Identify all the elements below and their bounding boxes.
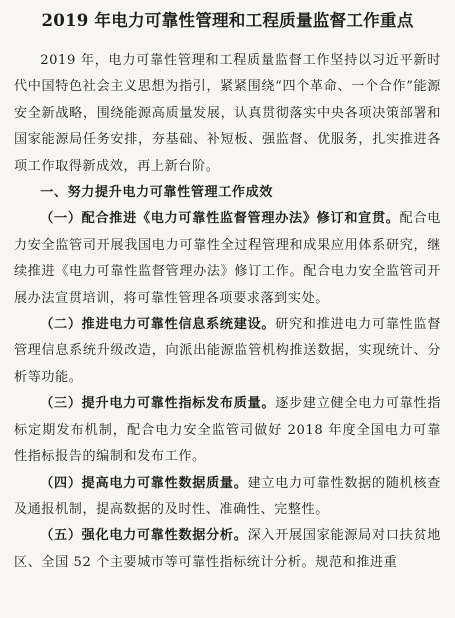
item-lead: （三）提升电力可靠性指标发布质量。 bbox=[40, 396, 276, 412]
item-lead: （五）强化电力可靠性数据分析。 bbox=[40, 528, 248, 544]
item-paragraph-4 bbox=[14, 471, 441, 524]
item-paragraph-1 bbox=[14, 206, 441, 312]
intro-paragraph: 2019 年，电力可靠性管理和工程质量监督工作坚持以习近平新时代中国特色社会主义思想为指引，紧紧围绕“四个革命、一个合作”能源安全新战略，围绕能源高质量发展，认真贯彻落实中央各项决策部署和国家能源局任务安排，夯基础、补短板、强监督、优服务，扎实推进各项工作取得新成效，再上新台阶。 bbox=[14, 53, 441, 174]
item-body: 建立电力可靠性数据的随机核查及通报机制，提高数据的及时性、准确性、完整性。 bbox=[14, 475, 442, 517]
item-lead: （二）推进电力可靠性信息系统建设。 bbox=[40, 317, 276, 333]
item-body: 逐步建立健全电力可靠性指标定期发布机制，配合电力安全监管司做好 2018 年度全国电力可靠性指标报告的编制和发布工作。 bbox=[14, 396, 442, 465]
item-paragraph-3 bbox=[14, 391, 441, 470]
item-body: 研究和推进电力可靠性监督管理信息系统升级改造，向派出能源监管机构推送数据，实现统计、分析等功能。 bbox=[14, 317, 442, 385]
section-heading: 一、努力提升电力可靠性管理工作成效 bbox=[40, 185, 273, 201]
item-body: 配合电力安全监管司开展我国电力可靠性全过程管理和成果应用体系研究，继续推进《电力可靠性监督管理办法》修订工作。配合电力安全监管司开展办法宣贯培训，将可靠性管理各项要求落到实处。 bbox=[14, 211, 441, 306]
item-lead: （一）配合推进《电力可靠性监督管理办法》修订和宣贯。 bbox=[40, 211, 400, 227]
item-paragraph-2 bbox=[14, 312, 441, 391]
document-title: 2019 年电力可靠性管理和工程质量监督工作重点 bbox=[41, 10, 414, 30]
item-paragraph-5 bbox=[14, 523, 441, 576]
item-lead: （四）提高电力可靠性数据质量。 bbox=[40, 475, 248, 491]
item-body: 深入开展国家能源局对口扶贫地区、全国 52 个主要城市等可靠性指标统计分析。规范和推进重 bbox=[14, 528, 442, 570]
